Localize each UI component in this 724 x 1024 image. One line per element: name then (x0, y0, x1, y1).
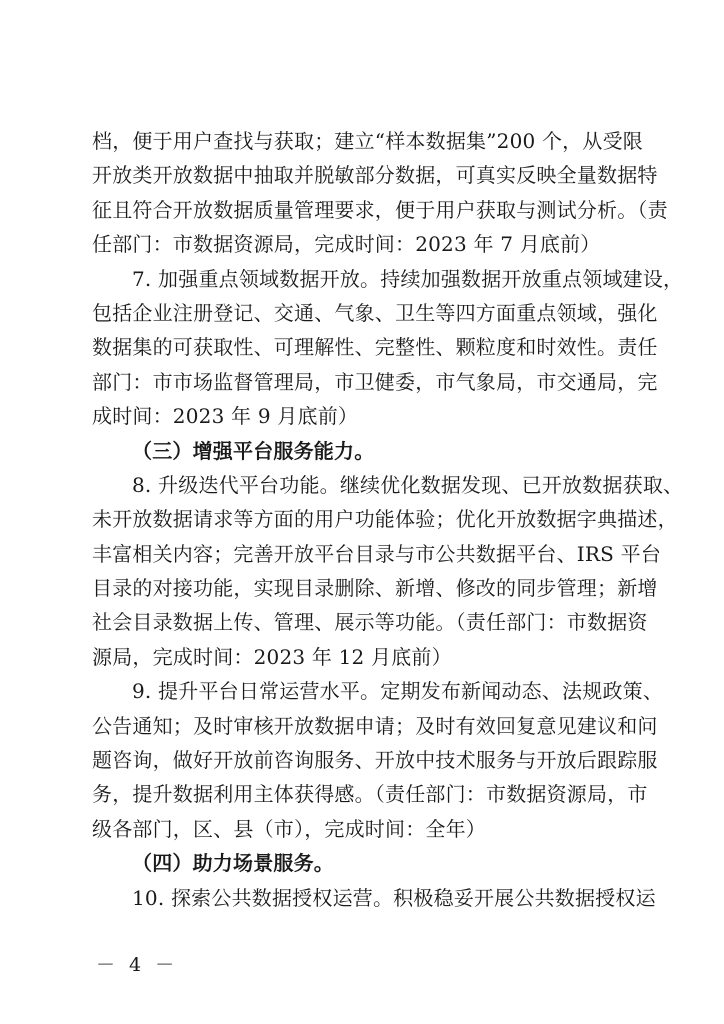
text-line: 成时间：2023 年 9 月底前） (92, 404, 359, 429)
item-7-heading-line: 7. 加强重点领域数据开放。持续加强数据开放重点领域建设， (132, 266, 684, 291)
section-heading-3: （三）增强平台服务能力。 (132, 438, 375, 463)
text-line: 题咨询，做好开放前咨询服务、开放中技术服务与开放后跟踪服 (92, 748, 658, 773)
text-line: 级各部门，区、县（市），完成时间：全年） (92, 816, 486, 841)
document-body (92, 124, 684, 915)
text-line: 数据集的可获取性、可理解性、完整性、颗粒度和时效性。责任 (92, 335, 658, 360)
text-line: 开放类开放数据中抽取并脱敏部分数据，可真实反映全量数据特 (92, 163, 658, 188)
text-line: 务，提升数据利用主体获得感。（责任部门：市数据资源局，市 (92, 782, 648, 807)
text-line: 部门：市市场监督管理局，市卫健委，市气象局，市交通局，完 (92, 369, 658, 394)
section-heading-4: （四）助力场景服务。 (132, 851, 334, 876)
text-line: 征且符合开放数据质量管理要求，便于用户获取与测试分析。（责 (92, 197, 668, 222)
text-line: 包括企业注册登记、交通、气象、卫生等四方面重点领域，强化 (92, 300, 658, 325)
item-9-heading-line: 9. 提升平台日常运营水平。定期发布新闻动态、法规政策、 (132, 679, 664, 704)
text-line: 档，便于用户查找与获取；建立“样本数据集”200 个，从受限 (92, 129, 643, 153)
text-line: 目录的对接功能，实现目录删除、新增、修改的同步管理；新增 (92, 576, 658, 601)
item-8-heading-line: 8. 升级迭代平台功能。继续优化数据发现、已开放数据获取、 (132, 472, 684, 497)
page-number: － 4 － (96, 954, 179, 976)
text-line: 丰富相关内容；完善开放平台目录与市公共数据平台、IRS 平台 (92, 541, 662, 566)
text-line: 社会目录数据上传、管理、展示等功能。（责任部门：市数据资 (92, 610, 648, 635)
text-line: 未开放数据请求等方面的用户功能体验；优化开放数据字典描述， (92, 507, 678, 532)
item-10-heading-line: 10. 探索公共数据授权运营。积极稳妥开展公共数据授权运 (132, 885, 656, 910)
text-line: 公告通知；及时审核开放数据申请；及时有效回复意见建议和问 (92, 713, 658, 738)
text-line: 任部门：市数据资源局，完成时间：2023 年 7 月底前） (92, 232, 601, 257)
text-line: 源局，完成时间：2023 年 12 月底前） (92, 644, 452, 669)
